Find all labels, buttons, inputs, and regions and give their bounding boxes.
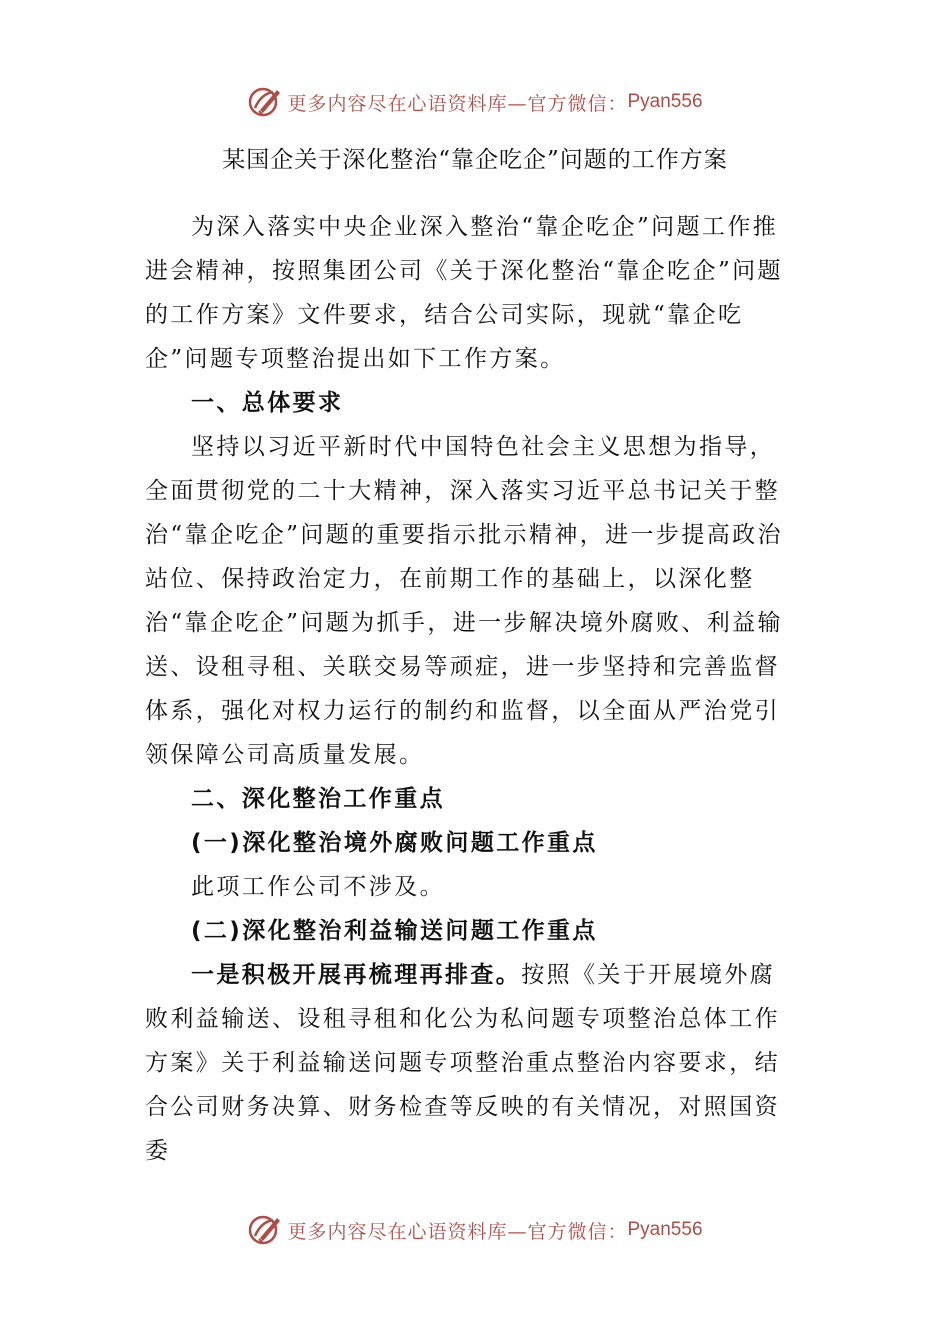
general-requirements-paragraph: 坚持以习近平新时代中国特色社会主义思想为指导，全面贯彻党的二十大精神，深入落实习近平总书记关于整治“靠企吃企”问题的重要指示批示精神，进一步提高政治站位、保持政治定力，在前期工作的基础上，以深化整治“靠企吃企”问题为抓手，进一步解决境外腐败、利益输送、设租寻租、关联交易等顽症，进一步坚持和完善监督体系，强化对权力运行的制约和监督，以全面从严治党引领保障公司高质量发展。 <box>145 434 783 768</box>
document-body <box>145 205 800 1173</box>
overseas-corruption-paragraph: 此项工作公司不涉及。 <box>191 874 445 900</box>
section-heading-rectification-focus: 二、深化整治工作重点 <box>191 786 445 812</box>
watermark-text: 更多内容尽在心语资料库—官方微信： <box>287 92 628 115</box>
watermark-wechat-id: Pyan556 <box>627 1219 703 1240</box>
subsection-heading-benefit-transfer: (二)深化整治利益输送问题工作重点 <box>191 918 598 944</box>
watermark-text: 更多内容尽在心语资料库—官方微信： <box>287 1220 628 1243</box>
pen-logo-icon <box>247 84 283 120</box>
watermark-wechat-id: Pyan556 <box>627 91 703 112</box>
benefit-transfer-lead: 一是积极开展再梳理再排查。 <box>191 962 522 988</box>
subsection-heading-overseas-corruption: (一)深化整治境外腐败问题工作重点 <box>191 830 598 856</box>
watermark-banner-top <box>0 82 950 122</box>
intro-paragraph: 为深入落实中央企业深入整治“靠企吃企”问题工作推进会精神，按照集团公司《关于深化整治“靠企吃企”问题的工作方案》文件要求，结合公司实际，现就“靠企吃企”问题专项整治提出如下工作方案。 <box>145 214 783 372</box>
pen-logo-icon <box>247 1212 283 1248</box>
benefit-transfer-paragraph <box>145 953 800 1173</box>
document-title: 某国企关于深化整治“靠企吃企”问题的工作方案 <box>222 147 728 173</box>
section-heading-general-requirements: 一、总体要求 <box>191 390 344 416</box>
benefit-transfer-body: 按照《关于开展境外腐败利益输送、设租寻租和化公为私问题专项整治总体工作方案》关于利益输送问题专项整治重点整治内容要求，结合公司财务决算、财务检查等反映的有关情况，对照国资委 <box>145 962 780 1164</box>
watermark-banner-bottom <box>0 1210 950 1250</box>
